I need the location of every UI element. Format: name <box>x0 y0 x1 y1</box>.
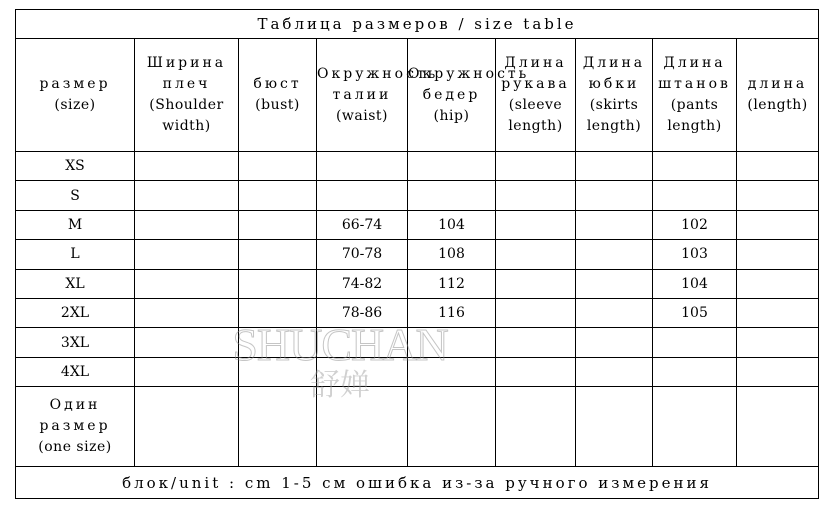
header-ru: бюст <box>253 76 302 93</box>
header-en: (hip) <box>433 107 470 124</box>
header-ru: Длина рукава <box>501 55 570 93</box>
one-size-en: (one size) <box>38 439 112 456</box>
size-cell: L <box>16 240 135 269</box>
table-cell <box>496 269 576 298</box>
header-en: (Shoulder width) <box>149 97 224 135</box>
size-table <box>15 9 819 499</box>
size-cell: 2XL <box>16 299 135 328</box>
watermark-latin: SHUCHAN <box>232 319 448 370</box>
header-ru: Окружность бедер <box>408 65 530 103</box>
table-cell <box>576 387 653 467</box>
table-cell <box>135 299 239 328</box>
table-cell: 74-82 <box>317 269 408 298</box>
header-ru: размер <box>39 76 111 93</box>
header-ru: Ширина плеч <box>146 55 227 93</box>
header-skirts-length <box>576 39 653 152</box>
table-cell <box>737 152 819 181</box>
header-length <box>737 39 819 152</box>
table-cell <box>408 357 496 386</box>
header-pants-length <box>653 39 737 152</box>
size-cell: M <box>16 210 135 239</box>
table-cell <box>135 357 239 386</box>
table-cell: 66-74 <box>317 210 408 239</box>
table-row <box>16 357 819 386</box>
header-size <box>16 39 135 152</box>
table-cell <box>496 181 576 210</box>
header-en: (skirts length) <box>586 97 642 135</box>
table-cell <box>576 240 653 269</box>
table-cell <box>239 299 317 328</box>
table-cell <box>576 328 653 357</box>
table-row <box>16 328 819 357</box>
header-ru: Окружность талии <box>317 65 439 103</box>
size-cell: S <box>16 181 135 210</box>
one-size-ru: Один размер <box>39 397 111 435</box>
header-en: (pants length) <box>667 97 722 135</box>
table-cell <box>239 240 317 269</box>
unit-note: блок/unit : cm 1-5 см ошибка из-за ручного измерения <box>16 467 819 499</box>
table-row <box>16 181 819 210</box>
table-cell <box>737 181 819 210</box>
table-cell <box>408 387 496 467</box>
header-ru: длина <box>747 76 808 93</box>
table-cell: 78-86 <box>317 299 408 328</box>
size-cell: XS <box>16 152 135 181</box>
table-cell <box>576 181 653 210</box>
title-row <box>16 10 819 39</box>
table-cell <box>653 152 737 181</box>
header-ru: Длина штанов <box>658 55 731 93</box>
table-cell <box>653 181 737 210</box>
table-cell <box>737 240 819 269</box>
header-sleeve-length <box>496 39 576 152</box>
table-row <box>16 269 819 298</box>
table-cell <box>496 328 576 357</box>
header-shoulder-width <box>135 39 239 152</box>
header-en: (sleeve length) <box>508 97 563 135</box>
table-cell <box>239 269 317 298</box>
table-cell <box>576 299 653 328</box>
header-bust <box>239 39 317 152</box>
table-cell <box>653 387 737 467</box>
header-row <box>16 39 819 152</box>
table-cell <box>496 387 576 467</box>
table-cell <box>576 152 653 181</box>
table-cell <box>239 387 317 467</box>
table-cell <box>737 357 819 386</box>
one-size-cell <box>16 387 135 467</box>
header-en: (size) <box>54 97 96 114</box>
table-cell: 116 <box>408 299 496 328</box>
table-cell <box>135 269 239 298</box>
table-cell <box>317 328 408 357</box>
table-cell <box>496 240 576 269</box>
table-cell <box>576 269 653 298</box>
table-cell <box>408 328 496 357</box>
table-cell <box>317 152 408 181</box>
table-cell <box>496 357 576 386</box>
table-cell <box>576 210 653 239</box>
watermark-cjk: 舒婵 <box>310 368 370 403</box>
table-cell <box>496 299 576 328</box>
header-hip <box>408 39 530 152</box>
table-cell <box>135 240 239 269</box>
table-row <box>16 240 819 269</box>
table-cell <box>496 210 576 239</box>
table-cell <box>737 387 819 467</box>
table-cell <box>317 181 408 210</box>
table-cell: 108 <box>408 240 496 269</box>
header-waist <box>317 39 439 152</box>
header-ru: Длина юбки <box>582 55 646 93</box>
table-cell <box>239 210 317 239</box>
size-cell: 4XL <box>16 357 135 386</box>
table-cell <box>239 181 317 210</box>
table-cell <box>653 328 737 357</box>
table-cell <box>317 357 408 386</box>
table-cell <box>737 210 819 239</box>
table-cell: 104 <box>408 210 496 239</box>
table-cell <box>239 152 317 181</box>
table-row <box>16 299 819 328</box>
table-cell <box>408 181 496 210</box>
table-cell <box>135 210 239 239</box>
table-cell <box>135 387 239 467</box>
one-size-row <box>16 387 819 467</box>
table-cell: 112 <box>408 269 496 298</box>
header-en: (bust) <box>255 97 300 114</box>
table-cell <box>653 357 737 386</box>
table-cell: 105 <box>653 299 737 328</box>
table-cell: 70-78 <box>317 240 408 269</box>
table-cell <box>737 328 819 357</box>
table-cell <box>496 152 576 181</box>
table-cell <box>239 328 317 357</box>
size-cell: 3XL <box>16 328 135 357</box>
table-row <box>16 152 819 181</box>
table-cell <box>408 152 496 181</box>
table-cell <box>737 269 819 298</box>
table-cell <box>239 357 317 386</box>
table-cell <box>135 328 239 357</box>
table-cell <box>576 357 653 386</box>
table-cell <box>737 299 819 328</box>
size-cell: XL <box>16 269 135 298</box>
footer-row <box>16 467 819 499</box>
header-en: (waist) <box>335 107 389 124</box>
header-en: (length) <box>747 97 808 114</box>
table-title: Таблица размеров / size table <box>16 10 819 39</box>
table-cell <box>317 387 408 467</box>
table-row <box>16 210 819 239</box>
table-cell <box>135 152 239 181</box>
table-cell: 102 <box>653 210 737 239</box>
table-cell <box>135 181 239 210</box>
table-cell: 103 <box>653 240 737 269</box>
table-cell: 104 <box>653 269 737 298</box>
